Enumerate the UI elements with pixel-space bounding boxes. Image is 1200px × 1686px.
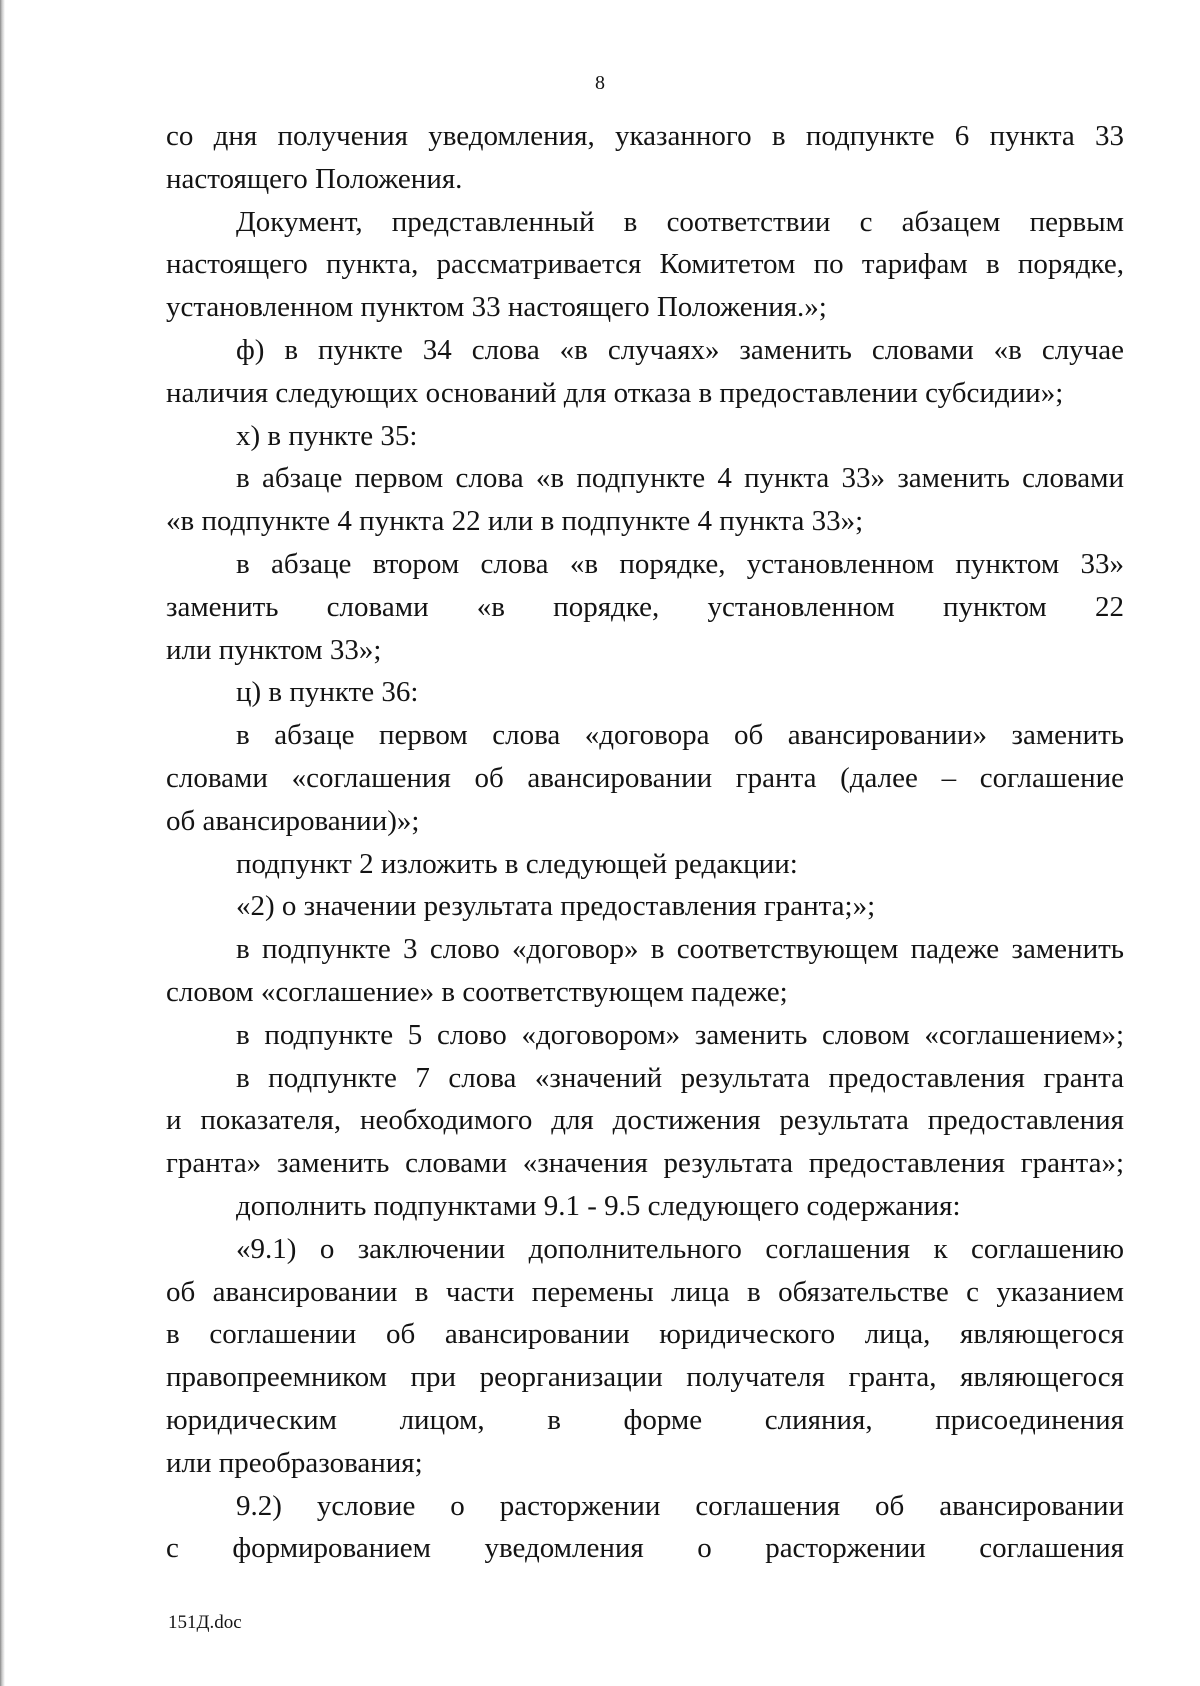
- text-line: ц) в пункте 36:: [236, 676, 419, 709]
- text-line: «9.1) о заключении дополнительного соглашения к соглашению: [236, 1232, 1124, 1265]
- text-line: 9.2) условие о расторжении соглашения об авансировании: [236, 1489, 1124, 1522]
- text-line: «в подпункте 4 пункта 22 или в подпункте 4 пункта 33»;: [166, 505, 864, 538]
- text-line: в подпункте 5 слово «договором» заменить словом «соглашением»;: [236, 1018, 1124, 1051]
- text-line: об авансировании в части перемены лица в обязательстве с указанием: [166, 1275, 1124, 1308]
- text-line: словом «соглашение» в соответствующем падеже;: [166, 975, 788, 1008]
- text-line: со дня получения уведомления, указанного в подпункте 6 пункта 33: [166, 120, 1124, 152]
- text-line: настоящего Положения.: [166, 162, 463, 195]
- text-line: в абзаце втором слова «в порядке, установленном пунктом 33»: [236, 547, 1124, 580]
- document-body: [166, 115, 1124, 1570]
- text-line: наличия следующих оснований для отказа в предоставлении субсидии»;: [166, 376, 1064, 409]
- text-line: или пунктом 33»;: [166, 633, 382, 666]
- text-line: юридическим лицом, в форме слияния, присоединения: [166, 1403, 1124, 1436]
- footer-file-name: 151Д.doc: [168, 1612, 242, 1633]
- text-line: подпункт 2 изложить в следующей редакции:: [236, 847, 798, 880]
- text-line: в абзаце первом слова «договора об авансировании» заменить: [236, 719, 1124, 752]
- text-line: с формированием уведомления о расторжении соглашения: [166, 1532, 1124, 1565]
- text-line: об авансировании)»;: [166, 804, 420, 837]
- text-line: ф) в пункте 34 слова «в случаях» заменить словами «в случае: [236, 333, 1124, 366]
- text-line: в подпункте 3 слово «договор» в соответствующем падеже заменить: [236, 933, 1124, 966]
- text-line: в подпункте 7 слова «значений результата предоставления гранта: [236, 1061, 1124, 1094]
- text-line: «2) о значении результата предоставления гранта;»;: [236, 890, 876, 923]
- text-line: в абзаце первом слова «в подпункте 4 пункта 33» заменить словами: [236, 462, 1124, 495]
- text-line: и показателя, необходимого для достижения результата предоставления: [166, 1104, 1124, 1137]
- text-line: настоящего пункта, рассматривается Комитетом по тарифам в порядке,: [166, 248, 1124, 281]
- text-line: правопреемником при реорганизации получателя гранта, являющегося: [166, 1361, 1124, 1394]
- text-line: словами «соглашения об авансировании гранта (далее – соглашение: [166, 761, 1124, 794]
- text-line: Документ, представленный в соответствии с абзацем первым: [236, 205, 1124, 238]
- text-line: х) в пункте 35:: [236, 419, 418, 452]
- text-line: или преобразования;: [166, 1446, 423, 1479]
- text-line: дополнить подпунктами 9.1 - 9.5 следующего содержания:: [236, 1189, 961, 1222]
- page-number: 8: [595, 72, 605, 94]
- scan-edge: [0, 0, 5, 1686]
- text-line: установленном пунктом 33 настоящего Положения.»;: [166, 291, 827, 324]
- text-line: гранта» заменить словами «значения результата предоставления гранта»;: [166, 1147, 1124, 1180]
- text-line: заменить словами «в порядке, установленном пунктом 22: [166, 590, 1124, 623]
- text-line: в соглашении об авансировании юридического лица, являющегося: [166, 1318, 1124, 1351]
